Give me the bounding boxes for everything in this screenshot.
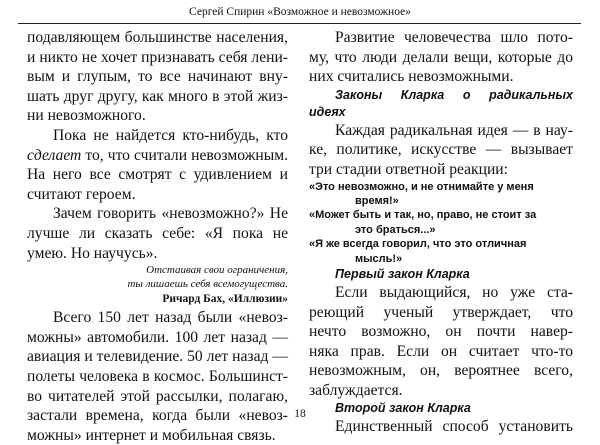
epigraph-author: Ричард Бах, «Иллюзии»	[162, 293, 288, 306]
text-line: лучше ли сказать себе: «Я пока не	[27, 224, 288, 242]
text-line: реющий ученый утверждает, что	[309, 303, 573, 321]
text-line: няка прав. Если он считает что-то	[309, 342, 573, 360]
text-line: шать друг другу, как много в этой жиз-	[27, 87, 288, 105]
text-line: можны» автомобили. 100 лет назад —	[27, 328, 288, 346]
header-divider	[18, 23, 581, 24]
text-line: считают героем.	[27, 185, 136, 203]
text-line: застали времена, когда были «невоз-	[27, 407, 288, 425]
text-line: авиация и телевидение. 50 лет назад —	[27, 348, 288, 366]
text-line: му, что люди делали вещи, которые до	[309, 48, 573, 66]
quote-line: время!»	[355, 194, 399, 207]
quote-line: мысль!»	[355, 252, 403, 265]
text-line: полеты человека в космос. Большинст-	[27, 367, 288, 385]
text-line: невозможным, он, вероятнее всего,	[309, 362, 573, 380]
page-number: 18	[294, 408, 306, 420]
epigraph-line: ты лишаешь себя всемогущества.	[127, 278, 288, 291]
epigraph-line: Отстаивая свои ограничения,	[146, 264, 288, 277]
text-line: Зачем говорить «невозможно?» Не	[53, 205, 288, 223]
text-line: На него все смотрят с удивлением и	[27, 166, 288, 184]
text-line: нечто возможно, он почти навер-	[309, 323, 573, 341]
text-line: заблуждается.	[309, 381, 403, 399]
text-line: них считались невозможными.	[309, 68, 514, 86]
quote-line: «Я же всегда говорил, что это отличная	[309, 238, 527, 251]
text-line: ке, политике, искусстве — вызывает	[309, 141, 573, 159]
text-line: вым и глупым, то все начинают вну-	[27, 68, 288, 86]
running-header: Сергей Спирин «Возможное и невозможное»	[189, 6, 411, 18]
emph-line-rest: то, что считали невозможным.	[81, 146, 288, 164]
text-line: Единственный способ установить	[335, 418, 573, 436]
right-column	[309, 28, 573, 437]
text-line: Пока не найдется кто-нибудь, кто	[53, 126, 288, 144]
quote-line: это браться...»	[355, 223, 436, 236]
text-line: Развитие человечества шло пото-	[335, 29, 573, 46]
section-heading: Первый закон Кларка	[335, 266, 470, 281]
text-line: ни невозможного.	[27, 107, 146, 125]
text-line: и никто не хочет признавать себя лени-	[27, 48, 288, 66]
quote-line: «Это невозможно, и не отнимайте у меня	[309, 180, 534, 193]
emphasized-word: сделает	[27, 146, 82, 164]
section-heading: идеях	[309, 104, 346, 119]
text-line: Каждая радикальная идея — в нау-	[335, 121, 573, 139]
text-line: подавляющем большинстве населения,	[27, 29, 288, 46]
text-line: Если выдающийся, но уже ста-	[335, 283, 573, 301]
text-line-emph	[27, 146, 288, 166]
text-line: можны» интернет и мобильная связь.	[27, 426, 276, 444]
section-heading: Второй закон Кларка	[335, 401, 471, 416]
left-column	[27, 28, 288, 445]
quote-line: «Может быть и так, но, право, не стоит за	[309, 209, 537, 222]
text-line: три стадии ответной реакции:	[309, 160, 508, 178]
text-line: во читателей этой рассылки, полагаю,	[27, 387, 288, 405]
text-line: Всего 150 лет назад были «невоз-	[53, 309, 288, 327]
section-heading: Законы Кларка о радикальных	[335, 87, 573, 102]
text-line: умею. Но научусь».	[27, 244, 158, 262]
